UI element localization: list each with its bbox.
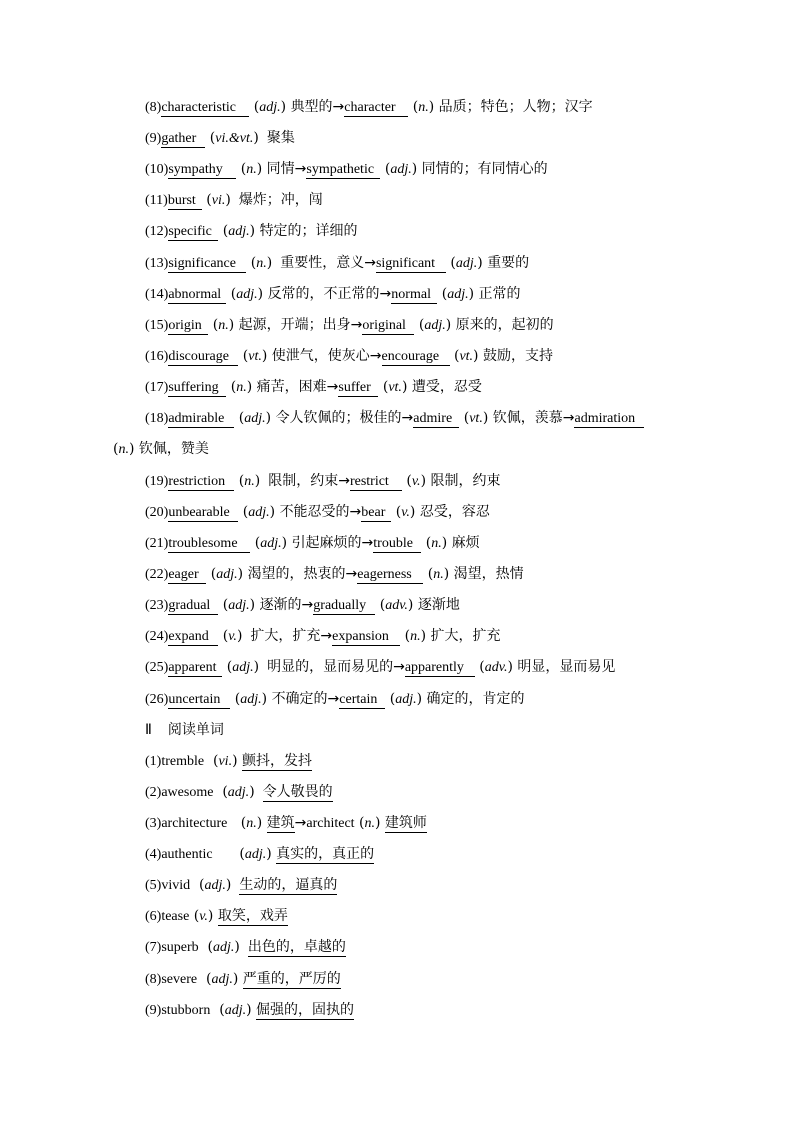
answer-blank: sympathetic (306, 161, 380, 179)
answer-blank: unbearable (168, 504, 238, 522)
vocab-row-12: (12)specific (adj.) 特定的；详细的 (145, 223, 358, 239)
vocab-row-9: (9)gather (vi.&vt.) 聚集 (145, 130, 295, 146)
part-of-speech: adj. (228, 224, 250, 239)
meaning: 忍受，容忍 (419, 504, 490, 520)
part-of-speech: adj. (228, 598, 250, 613)
meaning: 不能忍受的→ (279, 504, 362, 520)
reading-row-2: (2)awesome (adj.) 令人敬畏的 (145, 784, 333, 800)
answer-blank: significant (376, 255, 446, 273)
answer-blank: burst (168, 192, 202, 210)
meaning: 重要的 (487, 255, 530, 271)
part-of-speech: adj. (395, 692, 417, 707)
answer-blank: suffering (168, 379, 226, 397)
meaning: 钦佩，赞美 (138, 441, 209, 457)
meaning: 逐渐地 (417, 597, 460, 613)
item-number: (13) (145, 256, 169, 271)
meaning: 麻烦 (451, 535, 480, 551)
reading-row-4: (4)authentic (adj.) 真实的，真正的 (145, 846, 375, 862)
part-of-speech: adj. (213, 940, 235, 955)
part-of-speech: adj. (232, 660, 254, 675)
english-word: tremble (161, 754, 205, 769)
answer-blank: admire (413, 410, 459, 428)
answer-blank: bear (361, 504, 391, 522)
item-number: (15) (145, 318, 169, 333)
english-word: awesome (161, 785, 214, 800)
part-of-speech: n. (246, 162, 257, 177)
answer-blank: apparent (168, 659, 222, 677)
meaning: 鼓励，支持 (482, 348, 553, 364)
item-number: (24) (145, 629, 169, 644)
answer-blank: restrict (350, 473, 402, 491)
answer-blank: specific (168, 223, 218, 241)
reading-row-6: (6)tease (v.) 取笑，戏弄 (145, 908, 288, 924)
part-of-speech: n. (410, 629, 421, 644)
part-of-speech: n. (418, 100, 429, 115)
part-of-speech: n. (244, 474, 255, 489)
vocab-row-20: (20)unbearable (adj.) 不能忍受的→bear (v.) 忍受，容忍 (145, 504, 490, 520)
meaning: 扩大，扩充 (430, 628, 501, 644)
meaning: 确定的，肯定的 (426, 691, 525, 707)
answer-blank: expand (168, 628, 218, 646)
answer-blank: character (344, 99, 408, 117)
vocab-row-18: (18)admirable (adj.) 令人钦佩的；极佳的→admire (vt.) 钦佩，羡慕→admiration (145, 408, 754, 429)
item-number: (21) (145, 536, 169, 551)
part-of-speech: n. (256, 256, 267, 271)
part-of-speech: vt. (388, 380, 402, 395)
item-number: (8) (145, 100, 162, 115)
english-word: stubborn (161, 1003, 211, 1018)
part-of-speech: adj. (236, 287, 258, 302)
meaning: 明显的，显而易见的→ (267, 659, 405, 675)
part-of-speech: adj. (244, 411, 266, 426)
part-of-speech: n. (218, 318, 229, 333)
reading-row-8: (8)severe (adj.) 严重的，严厉的 (145, 971, 341, 987)
answer-blank: 取笑，戏弄 (217, 908, 288, 924)
english-word: architect (306, 816, 355, 831)
item-number: (7) (145, 940, 162, 955)
part-of-speech: adj. (227, 785, 250, 800)
reading-row-9: (9)stubborn (adj.) 倔强的，固执的 (145, 1002, 355, 1018)
part-of-speech: adj. (259, 100, 281, 115)
part-of-speech: adj. (224, 1003, 247, 1018)
answer-blank: gradually (313, 597, 375, 615)
meaning: 逐渐的→ (259, 597, 314, 613)
part-of-speech: adj. (240, 692, 262, 707)
answer-blank: 真实的，真正的 (276, 846, 375, 862)
vocab-row-21: (21)troublesome (adj.) 引起麻烦的→trouble (n.) 麻烦 (145, 535, 480, 551)
meaning: 重要性，意义→ (280, 255, 376, 271)
item-number: (20) (145, 505, 169, 520)
vocab-row-18-continued: (n.) 钦佩，赞美 (113, 441, 209, 457)
arrow: → (294, 815, 307, 831)
part-of-speech: adj. (260, 536, 282, 551)
meaning: 限制，约束 (430, 473, 501, 489)
answer-blank: 建筑 (266, 815, 295, 831)
meaning: 爆炸；冲，闯 (238, 192, 323, 208)
meaning: 典型的→ (290, 99, 345, 115)
item-number: (25) (145, 660, 169, 675)
answer-blank: admiration (574, 410, 644, 428)
english-word: severe (161, 972, 198, 987)
reading-row-3: (3)architecture (n.) 建筑→architect (n.) 建筑师 (145, 815, 427, 831)
meaning: 同情的；有同情心的 (421, 161, 548, 177)
vocab-row-14: (14)abnormal (adj.) 反常的，不正常的→normal (adj.) 正常的 (145, 286, 521, 302)
meaning: 引起麻烦的→ (291, 535, 374, 551)
part-of-speech: n. (364, 816, 375, 831)
meaning: 使泄气，使灰心→ (271, 348, 382, 364)
vocab-row-13: (13)significance (n.) 重要性，意义→significant (adj.) 重要的 (145, 255, 530, 271)
item-number: (18) (145, 411, 169, 426)
answer-blank: certain (339, 691, 385, 709)
item-number: (8) (145, 972, 162, 987)
english-word: tease (161, 909, 190, 924)
meaning: 限制，约束→ (268, 473, 350, 489)
part-of-speech: adj. (248, 505, 270, 520)
meaning: 痛苦，困难→ (256, 379, 339, 395)
answer-blank: apparently (405, 659, 475, 677)
answer-blank: expansion (332, 628, 400, 646)
answer-blank: discourage (168, 348, 238, 366)
item-number: (26) (145, 692, 169, 707)
part-of-speech: adj. (390, 162, 412, 177)
answer-blank: restriction (168, 473, 234, 491)
vocab-row-8: (8)characteristic (adj.) 典型的→character (n.) 品质；特色；人物；汉字 (145, 99, 593, 115)
item-number: (17) (145, 380, 169, 395)
answer-blank: 颤抖，发抖 (242, 753, 312, 769)
answer-blank: 生动的，逼真的 (239, 877, 338, 893)
section-heading (145, 720, 754, 740)
reading-row-7: (7)superb (adj.) 出色的，卓越的 (145, 939, 346, 955)
part-of-speech: v. (228, 629, 237, 644)
item-number: (19) (145, 474, 169, 489)
answer-blank: sympathy (168, 161, 236, 179)
part-of-speech: adj. (216, 567, 238, 582)
meaning: 扩大，扩充→ (250, 628, 333, 644)
part-of-speech: vi. (211, 193, 226, 208)
meaning: 品质；特色；人物；汉字 (438, 99, 593, 115)
item-number: (14) (145, 287, 169, 302)
vocab-row-25: (25)apparent (adj.) 明显的，显而易见的→apparently (adv.) 明显，显而易见 (145, 659, 616, 675)
vocab-row-16: (16)discourage (vt.) 使泄气，使灰心→encourage (vt.) 鼓励，支持 (145, 348, 553, 364)
part-of-speech: n. (433, 567, 444, 582)
part-of-speech: n. (431, 536, 442, 551)
section-title: 阅读单词 (167, 722, 224, 738)
english-word: authentic (161, 847, 213, 862)
answer-blank: uncertain (168, 691, 230, 709)
part-of-speech: adj. (447, 287, 469, 302)
answer-blank: admirable (168, 410, 234, 428)
answer-blank: normal (391, 286, 437, 304)
meaning: 聚集 (266, 130, 295, 146)
item-number: (2) (145, 785, 162, 800)
item-number: (9) (145, 1003, 162, 1018)
item-number: (9) (145, 131, 162, 146)
item-number: (22) (145, 567, 169, 582)
part-of-speech: n. (118, 442, 129, 457)
part-of-speech: adj. (204, 878, 226, 893)
item-number: (5) (145, 878, 162, 893)
item-number: (11) (145, 193, 168, 208)
part-of-speech: v. (199, 909, 208, 924)
answer-blank: 建筑师 (384, 815, 427, 831)
answer-blank: 令人敬畏的 (262, 784, 333, 800)
part-of-speech: n. (246, 816, 257, 831)
part-of-speech: adj. (455, 256, 478, 271)
answer-blank: significance (168, 255, 246, 273)
meaning: 正常的 (478, 286, 521, 302)
item-number: (1) (145, 754, 162, 769)
answer-blank: gradual (168, 597, 218, 615)
answer-blank: 严重的，严厉的 (242, 971, 341, 987)
english-word: architecture (161, 816, 228, 831)
vocab-row-10: (10)sympathy (n.) 同情→sympathetic (adj.) 同情的；有同情心的 (145, 161, 548, 177)
answer-blank: eagerness (357, 566, 423, 584)
meaning: 同情→ (266, 161, 307, 177)
vocab-row-26: (26)uncertain (adj.) 不确定的→certain (adj.) 确定的，肯定的 (145, 691, 525, 707)
part-of-speech: adj. (424, 318, 446, 333)
part-of-speech: v. (411, 474, 421, 489)
answer-blank: 倔强的，固执的 (256, 1002, 355, 1018)
item-number: (4) (145, 847, 162, 862)
reading-row-1: (1)tremble (vi.) 颤抖，发抖 (145, 753, 312, 769)
part-of-speech: adj. (211, 972, 233, 987)
meaning: 原来的，起初的 (455, 317, 554, 333)
answer-blank: characteristic (161, 99, 249, 117)
vocab-row-23: (23)gradual (adj.) 逐渐的→gradually (adv.) 逐渐地 (145, 597, 460, 613)
item-number: (12) (145, 224, 169, 239)
answer-blank: gather (161, 130, 205, 148)
reading-row-5: (5)vivid (adj.) 生动的，逼真的 (145, 877, 338, 893)
part-of-speech: vi.&vt. (215, 131, 254, 146)
answer-blank: encourage (382, 348, 450, 366)
meaning: 钦佩，羡慕→ (492, 410, 575, 426)
meaning: 明显，显而易见 (517, 659, 616, 675)
answer-blank: 出色的，卓越的 (247, 939, 346, 955)
part-of-speech: adj. (244, 847, 267, 862)
answer-blank: original (362, 317, 414, 335)
vocab-row-11: (11)burst (vi.) 爆炸；冲，闯 (145, 192, 323, 208)
part-of-speech: adv. (484, 660, 508, 675)
meaning: 不确定的→ (271, 691, 340, 707)
part-of-speech: vt. (459, 349, 474, 364)
answer-blank: abnormal (168, 286, 226, 304)
part-of-speech: v. (401, 505, 410, 520)
answer-blank: suffer (338, 379, 378, 397)
vocab-row-15: (15)origin (n.) 起源，开端；出身→original (adj.) 原来的，起初的 (145, 317, 554, 333)
meaning: 特定的；详细的 (259, 223, 358, 239)
english-word: vivid (161, 878, 191, 893)
vocab-row-22: (22)eager (adj.) 渴望的，热衷的→eagerness (n.) 渴望，热情 (145, 566, 524, 582)
item-number: (6) (145, 909, 162, 924)
part-of-speech: vi. (218, 754, 233, 769)
meaning: 起源，开端；出身→ (238, 317, 363, 333)
part-of-speech: vt. (248, 349, 262, 364)
part-of-speech: vt. (469, 411, 483, 426)
item-number: (16) (145, 349, 169, 364)
meaning: 渴望的，热衷的→ (247, 566, 358, 582)
meaning: 令人钦佩的；极佳的→ (275, 410, 414, 426)
meaning: 遭受，忍受 (411, 379, 482, 395)
item-number: (3) (145, 816, 162, 831)
vocab-row-17: (17)suffering (n.) 痛苦，困难→suffer (vt.) 遭受，忍受 (145, 379, 482, 395)
answer-blank: trouble (373, 535, 421, 553)
item-number: (23) (145, 598, 169, 613)
meaning: 渴望，热情 (453, 566, 524, 582)
answer-blank: eager (168, 566, 206, 584)
vocab-row-24: (24)expand (v.) 扩大，扩充→expansion (n.) 扩大，扩充 (145, 628, 501, 644)
section-numeral: Ⅱ (145, 722, 152, 738)
answer-blank: troublesome (168, 535, 250, 553)
english-word: superb (161, 940, 199, 955)
answer-blank: origin (168, 317, 208, 335)
part-of-speech: adv. (385, 598, 408, 613)
vocab-row-19: (19)restriction (n.) 限制，约束→restrict (v.) 限制，约束 (145, 473, 501, 489)
item-number: (10) (145, 162, 169, 177)
meaning: 反常的，不正常的→ (267, 286, 392, 302)
part-of-speech: n. (236, 380, 247, 395)
